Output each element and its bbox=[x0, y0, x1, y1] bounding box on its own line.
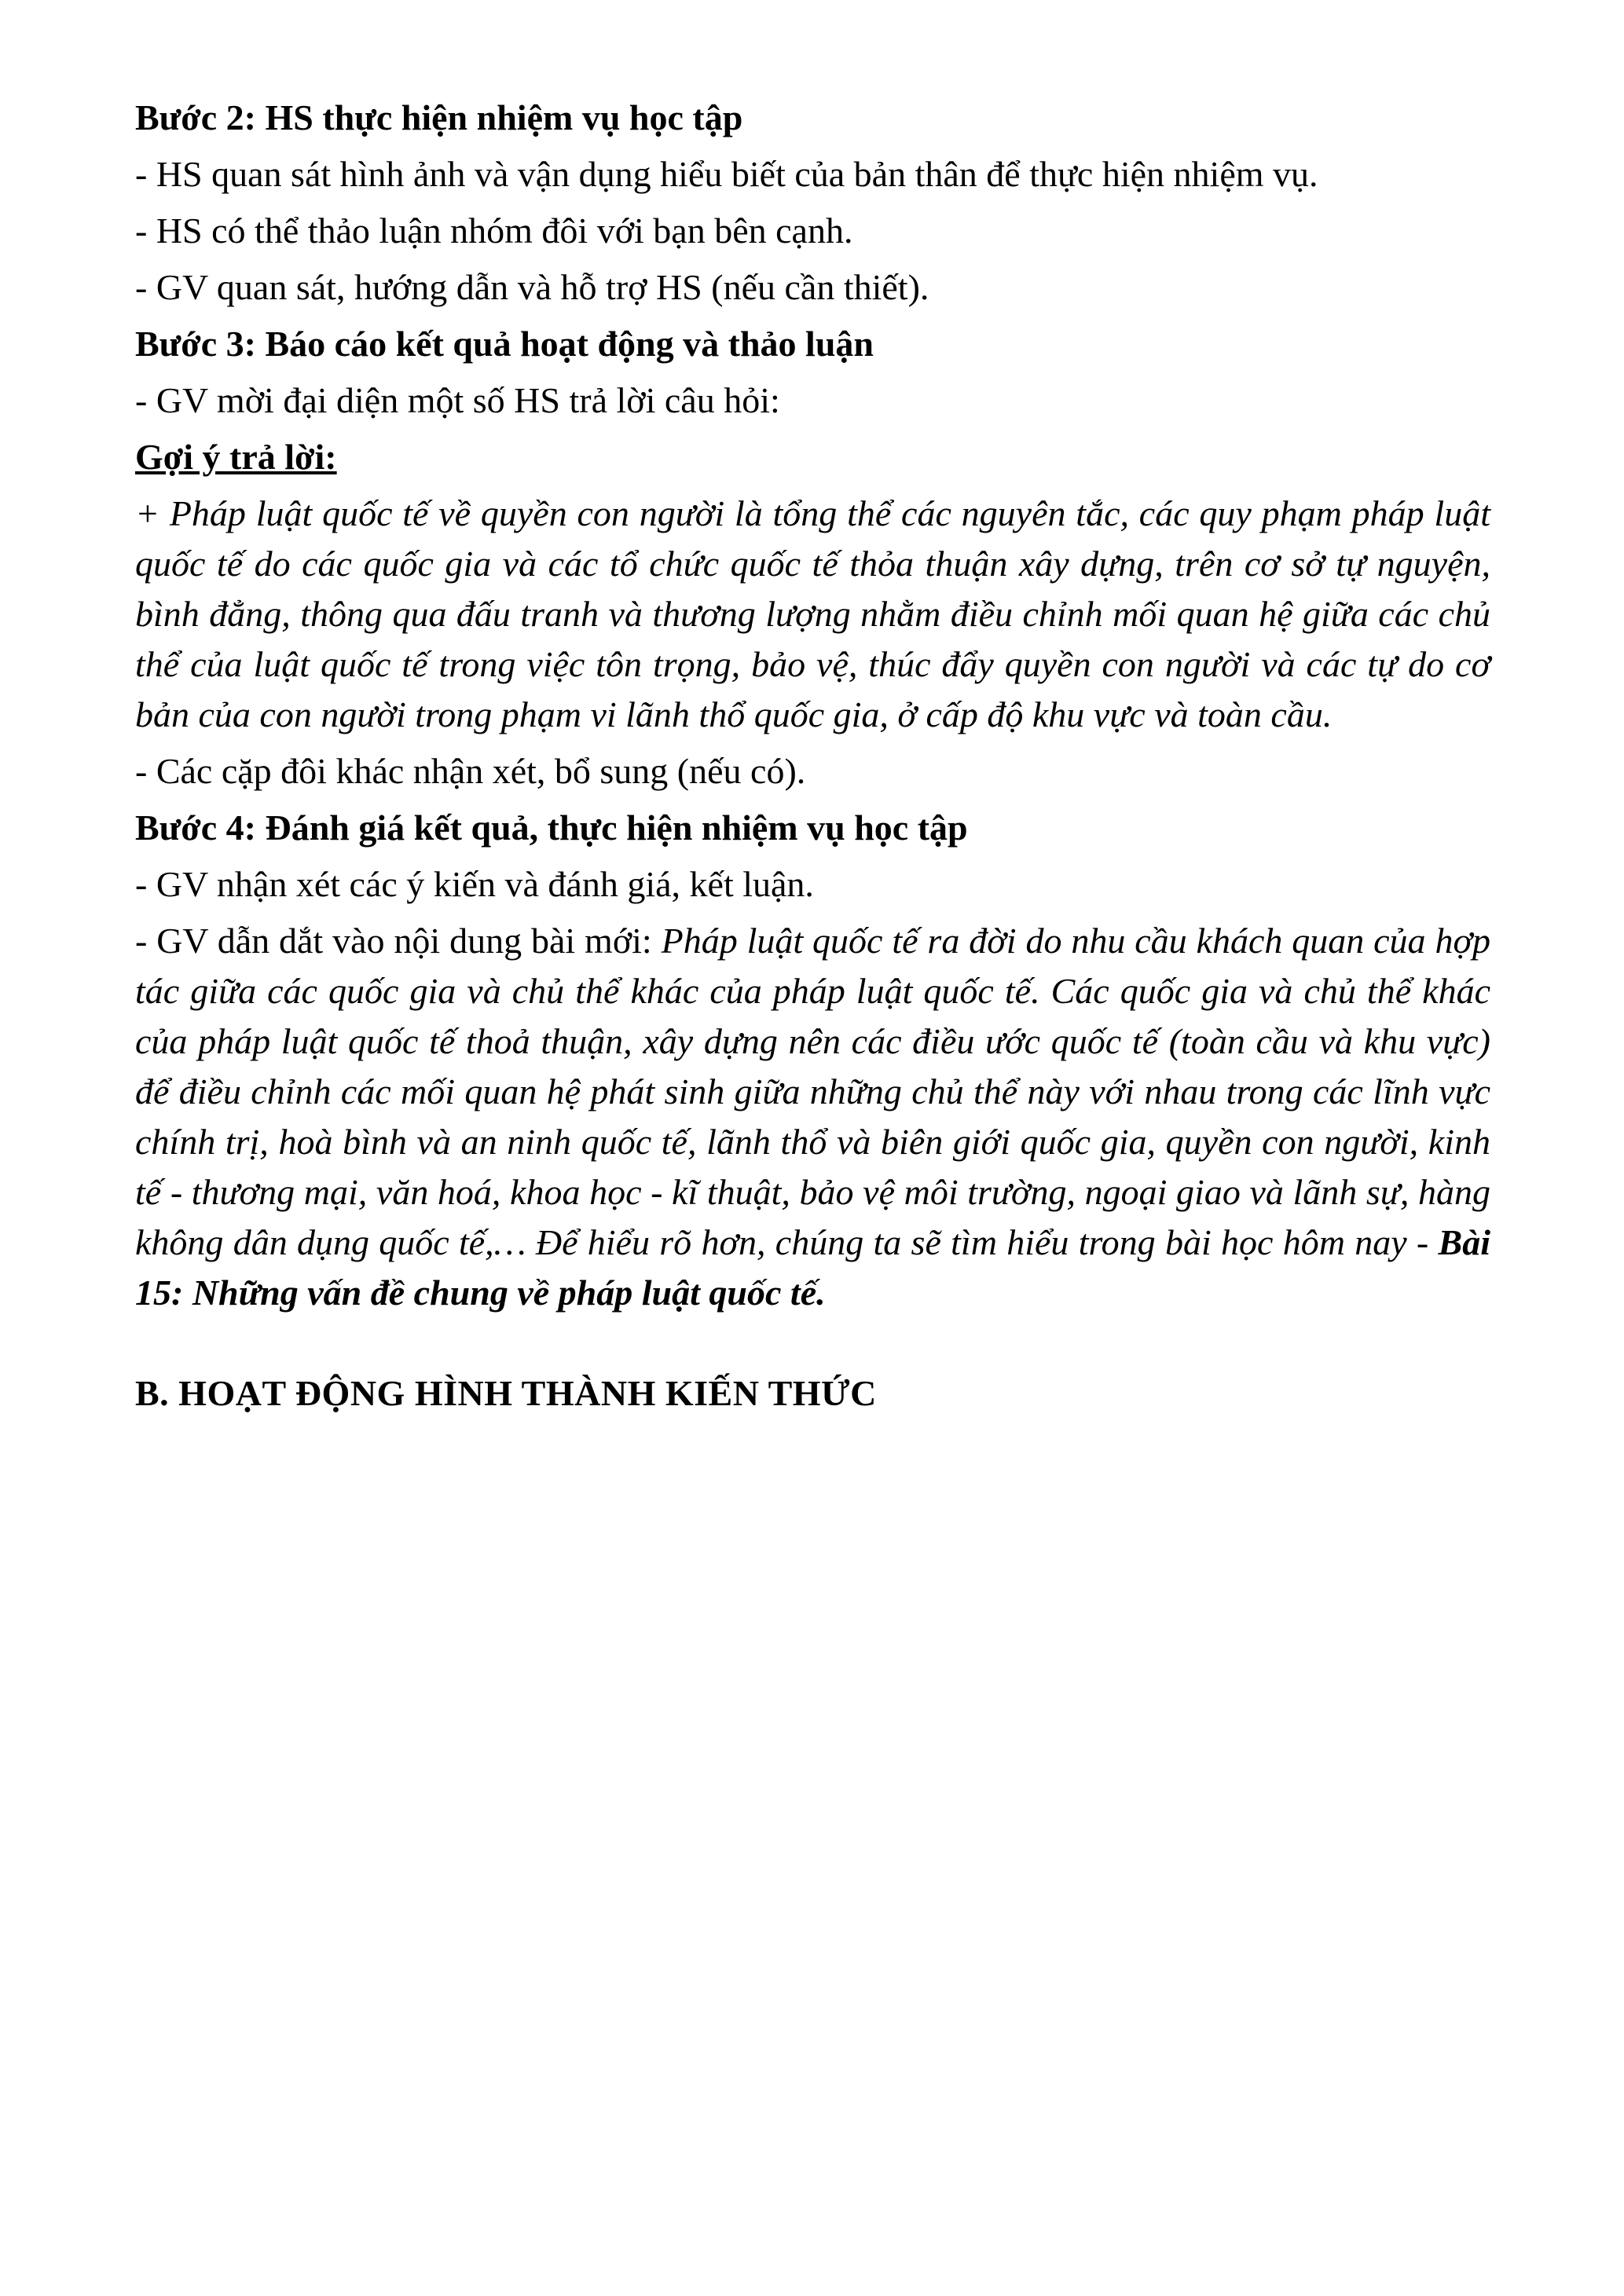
hs-observe-item: - HS quan sát hình ảnh và vận dụng hiểu biết của bản thân để thực hiện nhiệm vụ. bbox=[135, 154, 1318, 194]
step-3-heading: Bước 3: Báo cáo kết quả hoạt động và thảo luận bbox=[135, 324, 874, 364]
leadin-run-italic: Pháp luật quốc tế ra đời do nhu cầu khách quan của hợp tác giữa các quốc gia và chủ thể khác của pháp luật quốc tế. Các quốc gia và chủ thể khác của pháp luật quốc tế thoả thuận, xây dựng nên các điều ước quốc tế (toàn cầu và khu vực) để điều chỉnh các mối quan hệ phát sinh giữa những chủ thể này với nhau trong các lĩnh vực chính trị, hoà bình và an ninh quốc tế, lãnh thổ và biên giới quốc gia, quyền con người, kinh tế - thương mại, văn hoá, khoa học - kĩ thuật, bảo vệ môi trường, ngoại giao và lãnh sự, hàng không dân dụng quốc tế,… Để hiểu rõ hơn, chúng ta sẽ tìm hiểu trong bài học hôm nay - bbox=[135, 921, 1490, 1262]
gv-evaluate-item: - GV nhận xét các ý kiến và đánh giá, kết luận. bbox=[135, 864, 814, 904]
step-4-heading: Bước 4: Đánh giá kết quả, thực hiện nhiệm vụ học tập bbox=[135, 807, 968, 848]
section-b-heading: B. HOẠT ĐỘNG HÌNH THÀNH KIẾN THỨC bbox=[135, 1373, 877, 1413]
pairs-feedback-item: - Các cặp đôi khác nhận xét, bổ sung (nếu có). bbox=[135, 751, 806, 791]
gv-invite-item: - GV mời đại diện một số HS trả lời câu hỏi: bbox=[135, 380, 780, 420]
gv-observe-item: - GV quan sát, hướng dẫn và hỗ trợ HS (nếu cần thiết). bbox=[135, 267, 929, 307]
document-body bbox=[135, 93, 1490, 1419]
hs-discuss-item: - HS có thể thảo luận nhóm đôi với bạn bên cạnh. bbox=[135, 211, 853, 251]
answer-hint-label: Gợi ý trả lời: bbox=[135, 437, 337, 477]
answer-hint-text: + Pháp luật quốc tế về quyền con người là tổng thể các nguyên tắc, các quy phạm pháp luật quốc tế do các quốc gia và các tổ chức quốc tế thỏa thuận xây dựng, trên cơ sở tự nguyện, bình đẳng, thông qua đấu tranh và thương lượng nhằm điều chỉnh mối quan hệ giữa các chủ thể của luật quốc tế trong việc tôn trọng, bảo vệ, thúc đẩy quyền con người và các tự do cơ bản của con người trong phạm vi lãnh thổ quốc gia, ở cấp độ khu vực và toàn cầu. bbox=[135, 493, 1490, 734]
gv-leadin-paragraph bbox=[135, 916, 1490, 1318]
lesson-title-run: Bài 15: Những vấn đề chung về pháp luật quốc tế. bbox=[135, 1222, 1490, 1313]
leadin-run-normal: - GV dẫn dắt vào nội dung bài mới: bbox=[135, 921, 662, 961]
step-2-heading: Bước 2: HS thực hiện nhiệm vụ học tập bbox=[135, 97, 743, 137]
